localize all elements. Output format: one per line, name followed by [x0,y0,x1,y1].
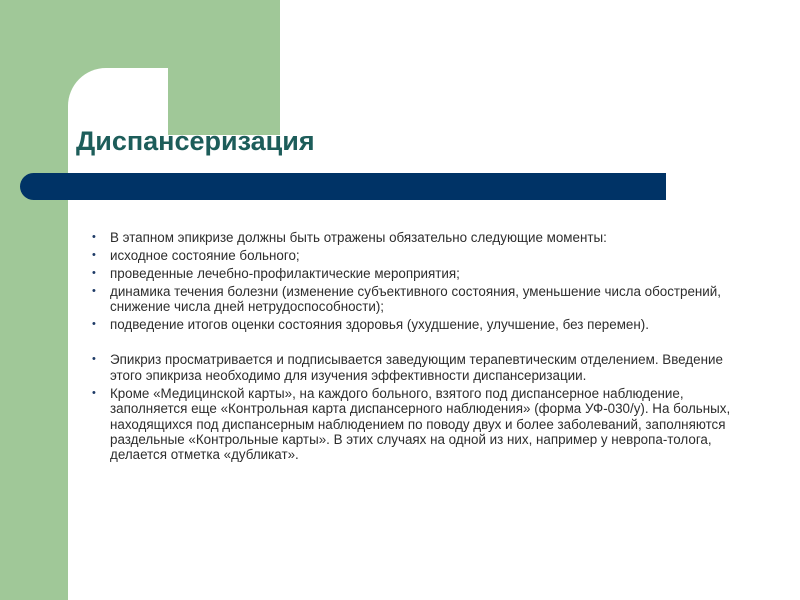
paragraph-spacer [92,335,747,352]
list-item [92,230,747,245]
bullet-icon: • [92,318,96,331]
slide-content [92,230,747,465]
list-item [92,266,747,281]
slide-title: Диспансеризация [76,126,315,156]
list-item-text: динамика течения болезни (изменение субъективного состояния, уменьшение числа обострений, снижение числа дней нетрудоспособности); [110,284,721,315]
list-item [92,386,747,463]
list-item-text: Эпикриз просматривается и подписывается заведующим терапевтическим отделением. Введение этого эпикриза необходимо для изучения эффективности диспансеризации. [110,352,723,383]
list-item [92,352,747,383]
list-item-text: проведенные лечебно-профилактические мероприятия; [110,266,460,281]
list-item [92,317,747,332]
list-item [92,284,747,315]
list-item-text: подведение итогов оценки состояния здоровья (ухудшение, улучшение, без перемен). [110,317,649,333]
list-item-text: Кроме «Медицинской карты», на каждого больного, взятого под диспансерное наблюдение, заполняется еще «Контрольная карта диспансерного наблюдения» (форма УФ-030/у). На больных, находящихся под диспансерным наблюдением по поводу двух и более заболеваний, заполняются раздельные «Контрольные карты». В этих случаях на одной из них, например у невропа-толога, делается отметка «дубликат». [110,385,731,463]
bullet-icon: • [92,353,96,366]
bullet-icon: • [92,285,96,297]
list-item [92,248,747,263]
list-item-text: исходное состояние больного; [110,248,300,263]
bullet-icon: • [92,249,96,261]
title-underline-bar [20,173,666,200]
bullet-icon: • [92,231,96,243]
bullet-icon: • [92,386,96,399]
list-item-text: В этапном эпикризе должны быть отражены обязательно следующие моменты: [110,230,607,245]
bullet-icon: • [92,267,96,279]
